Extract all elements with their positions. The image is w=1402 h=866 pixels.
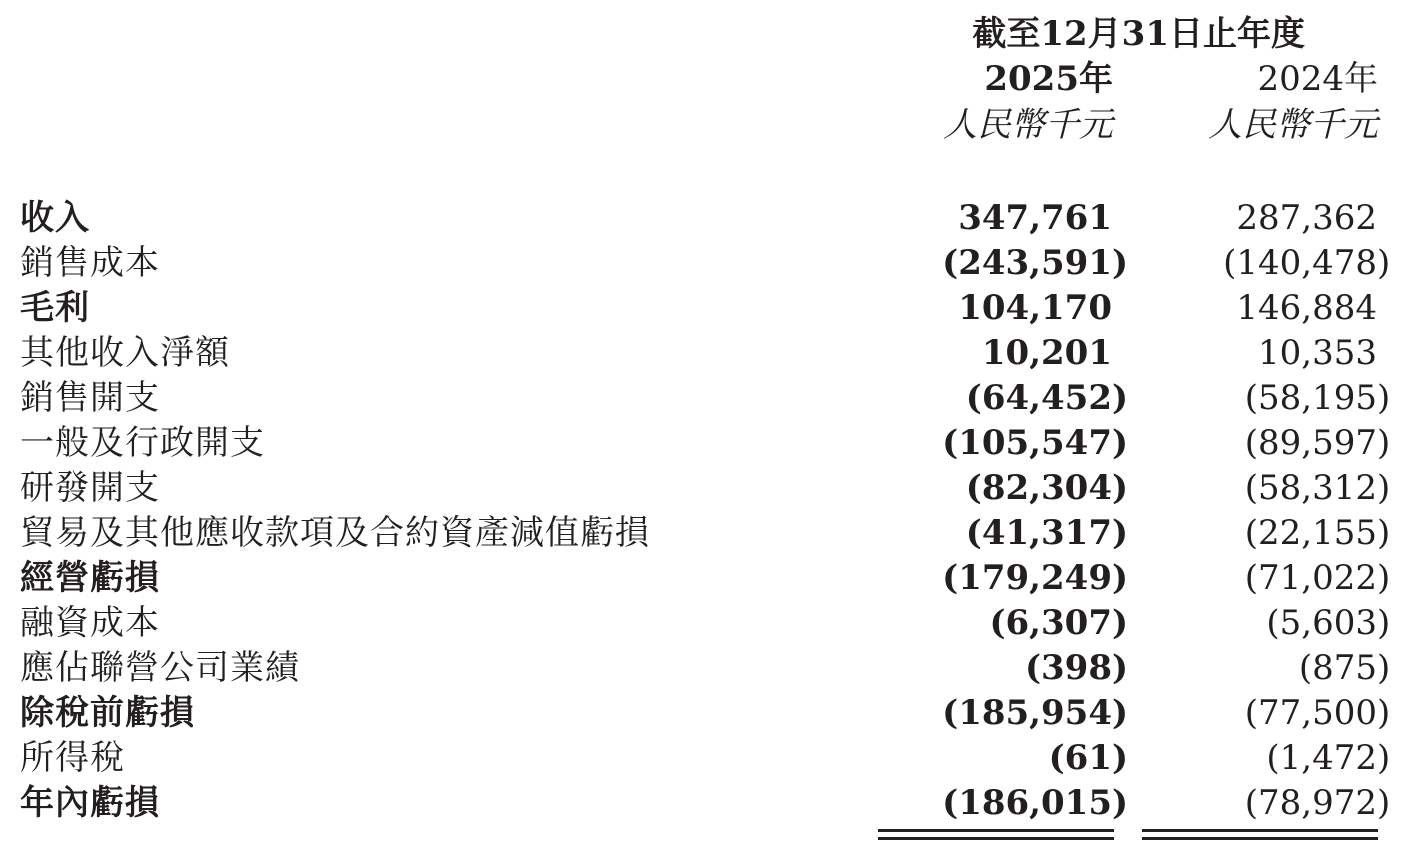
value-2025: (64,452) — [965, 378, 1129, 418]
table-row — [0, 421, 1402, 466]
value-2024: 146,884 — [1236, 288, 1377, 328]
table-row — [0, 241, 1402, 286]
table-row — [0, 691, 1402, 736]
row-label: 研發開支 — [20, 468, 160, 508]
value-2024: (89,597) — [1244, 423, 1391, 463]
value-2025: (6,307) — [989, 603, 1129, 643]
value-2025: (61) — [1048, 738, 1129, 778]
currency-2024-header: 人民幣千元 — [1208, 105, 1378, 145]
value-2025: (398) — [1024, 648, 1129, 688]
value-2025: (105,547) — [942, 423, 1129, 463]
total-double-rule-2024-upper — [1142, 829, 1378, 832]
period-header: 截至12月31日止年度 — [972, 14, 1305, 54]
value-2024: (140,478) — [1223, 243, 1391, 283]
row-label: 所得稅 — [20, 738, 125, 778]
value-2024: 287,362 — [1236, 198, 1377, 238]
row-label: 經營虧損 — [20, 558, 160, 598]
year-2025-header: 2025年 — [984, 59, 1113, 99]
row-label: 應佔聯營公司業績 — [20, 648, 300, 688]
table-row — [0, 466, 1402, 511]
table-row — [0, 511, 1402, 556]
value-2025: (82,304) — [965, 468, 1129, 508]
value-2024: (5,603) — [1266, 603, 1391, 643]
table-row — [0, 286, 1402, 331]
value-2024: (58,312) — [1244, 468, 1391, 508]
value-2024: (1,472) — [1266, 738, 1391, 778]
table-row — [0, 736, 1402, 781]
value-2025: (185,954) — [942, 693, 1129, 733]
value-2024: (71,022) — [1244, 558, 1391, 598]
value-2024: 10,353 — [1258, 333, 1377, 373]
row-label: 融資成本 — [20, 603, 160, 643]
row-label: 除稅前虧損 — [20, 693, 195, 733]
value-2025: (186,015) — [942, 783, 1129, 823]
total-double-rule-2025-lower — [878, 837, 1114, 840]
value-2024: (77,500) — [1244, 693, 1391, 733]
row-label: 一般及行政開支 — [20, 423, 265, 463]
value-2025: (243,591) — [942, 243, 1129, 283]
value-2025: (179,249) — [942, 558, 1129, 598]
total-double-rule-2024-lower — [1142, 837, 1378, 840]
row-label: 銷售開支 — [20, 378, 160, 418]
value-2024: (875) — [1298, 648, 1391, 688]
table-row — [0, 196, 1402, 241]
table-row — [0, 646, 1402, 691]
value-2025: 104,170 — [958, 288, 1112, 328]
table-row — [0, 331, 1402, 376]
value-2025: 347,761 — [958, 198, 1112, 238]
value-2025: 10,201 — [981, 333, 1112, 373]
year-2024-header: 2024年 — [1257, 59, 1378, 99]
value-2024: (58,195) — [1244, 378, 1391, 418]
total-double-rule-2025-upper — [878, 829, 1114, 832]
row-label: 貿易及其他應收款項及合約資產減值虧損 — [20, 513, 650, 553]
row-label: 收入 — [20, 198, 90, 238]
row-label: 年內虧損 — [20, 783, 160, 823]
table-row — [0, 376, 1402, 421]
value-2024: (78,972) — [1244, 783, 1391, 823]
row-label: 銷售成本 — [20, 243, 160, 283]
value-2025: (41,317) — [965, 513, 1129, 553]
table-row — [0, 601, 1402, 646]
row-label: 毛利 — [20, 288, 90, 328]
table-row — [0, 781, 1402, 826]
table-row — [0, 556, 1402, 601]
value-2024: (22,155) — [1244, 513, 1391, 553]
row-label: 其他收入淨額 — [20, 333, 230, 373]
currency-2025-header: 人民幣千元 — [943, 105, 1113, 145]
